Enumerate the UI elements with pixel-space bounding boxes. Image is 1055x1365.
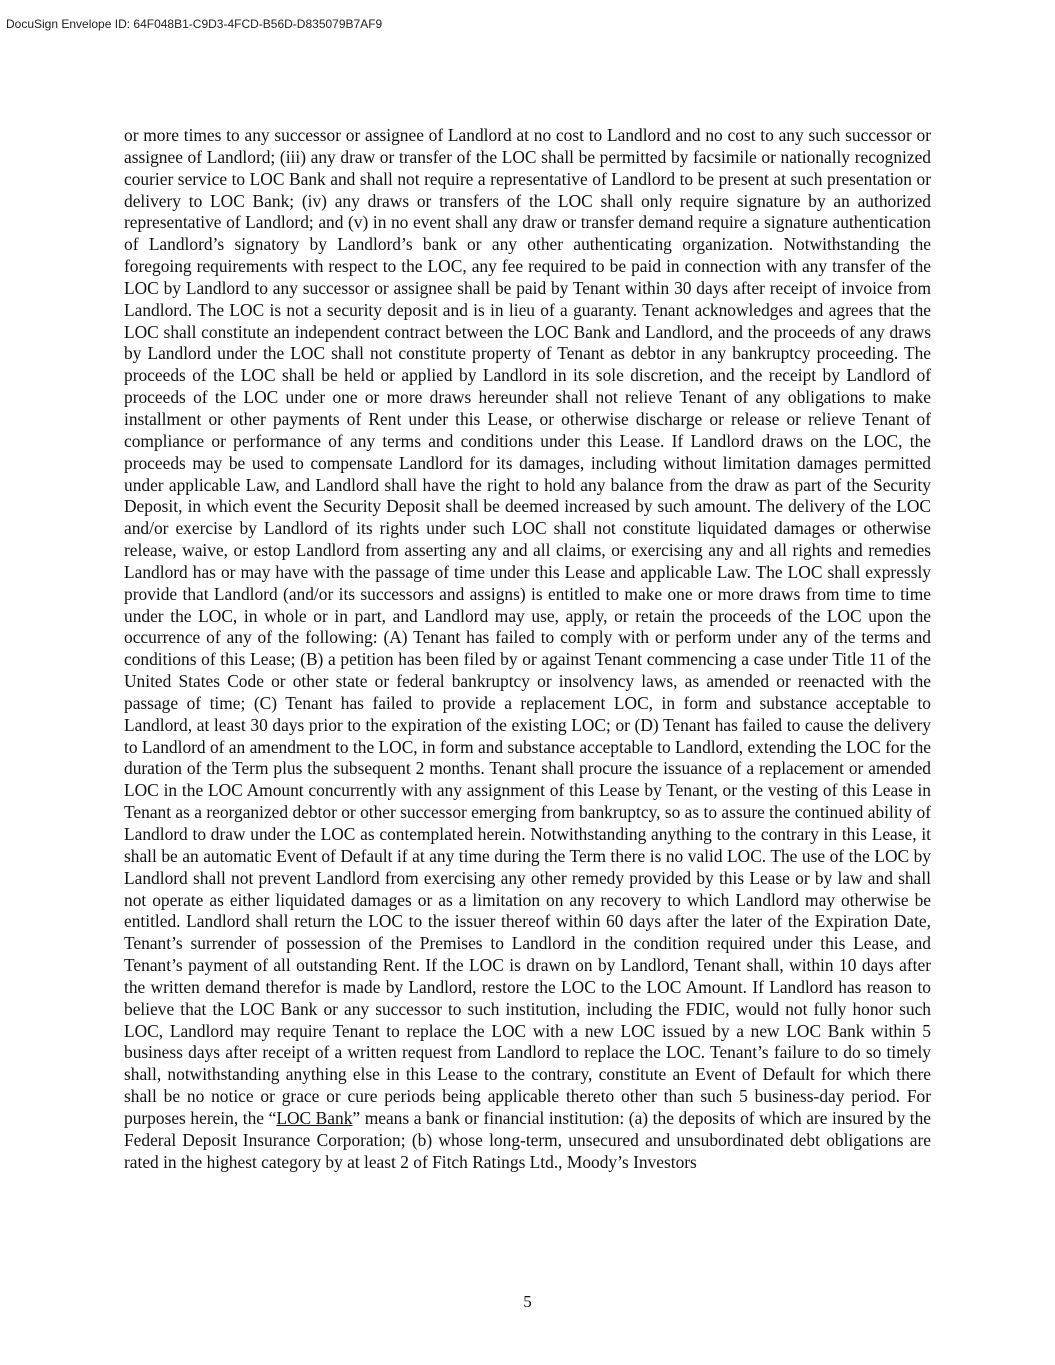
docusign-envelope-id: DocuSign Envelope ID: 64F048B1-C9D3-4FCD-B56D-D835079B7AF9 bbox=[6, 17, 383, 31]
lease-body-paragraph bbox=[124, 125, 931, 1174]
body-text-before-term: or more times to any successor or assignee of Landlord at no cost to Landlord and no cost to any such successor or assignee of Landlord; (iii) any draw or transfer of the LOC shall be permitted by facsimile or nationally recognized courier service to LOC Bank and shall not require a representative of Landlord to be present at such presentation or delivery to LOC Bank; (iv) any draws or transfers of the LOC shall only require signature by an authorized representative of Landlord; and (v) in no event shall any draw or transfer demand require a signature authentication of Landlord’s signatory by Landlord’s bank or any other authenticating organization. Notwithstanding the foregoing requirements with respect to the LOC, any fee required to be paid in connection with any transfer of the LOC by Landlord to any successor or assignee shall be paid by Tenant within 30 days after receipt of invoice from Landlord. The LOC is not a security deposit and is in lieu of a guaranty. Tenant acknowledges and agrees that the LOC shall constitute an independent contract between the LOC Bank and Landlord, and the proceeds of any draws by Landlord under the LOC shall not constitute property of Tenant as debtor in any bankruptcy proceeding. The proceeds of the LOC shall be held or applied by Landlord in its sole discretion, and the receipt by Landlord of proceeds of the LOC under one or more draws hereunder shall not relieve Tenant of any obligations to make installment or other payments of Rent under this Lease, or otherwise discharge or release or relieve Tenant of compliance or performance of any terms and conditions under this Lease. If Landlord draws on the LOC, the proceeds may be used to compensate Landlord for its damages, including without limitation damages permitted under applicable Law, and Landlord shall have the right to hold any balance from the draw as part of the Security Deposit, in which event the Security Deposit shall be deemed increased by such amount. The delivery of the LOC and/or exercise by Landlord of its rights under such LOC shall not constitute liquidated damages or otherwise release, waive, or estop Landlord from asserting any and all claims, or exercising any and all rights and remedies Landlord has or may have with the passage of time under this Lease and applicable Law. The LOC shall expressly provide that Landlord (and/or its successors and assigns) is entitled to make one or more draws from time to time under the LOC, in whole or in part, and Landlord may use, apply, or retain the proceeds of the LOC upon the occurrence of any of the following: (A) Tenant has failed to comply with or perform under any of the terms and conditions of this Lease; (B) a petition has been filed by or against Tenant commencing a case under Title 11 of the United States Code or other state or federal bankruptcy or insolvency laws, as amended or reenacted with the passage of time; (C) Tenant has failed to provide a replacement LOC, in form and substance acceptable to Landlord, at least 30 days prior to the expiration of the existing LOC; or (D) Tenant has failed to cause the delivery to Landlord of an amendment to the LOC, in form and substance acceptable to Landlord, extending the LOC for the duration of the Term plus the subsequent 2 months. Tenant shall procure the issuance of a replacement or amended LOC in the LOC Amount concurrently with any assignment of this Lease by Tenant, or the vesting of this Lease in Tenant as a reorganized debtor or other successor emerging from bankruptcy, so as to assure the continued ability of Landlord to draw under the LOC as contemplated herein. Notwithstanding anything to the contrary in this Lease, it shall be an automatic Event of Default if at any time during the Term there is no valid LOC. The use of the LOC by Landlord shall not prevent Landlord from exercising any other remedy provided by this Lease or by law and shall not operate as either liquidated damages or as a limitation on any recovery to which Landlord may otherwise be entitled. Landlord shall return the LOC to the issuer thereof within 60 days after the later of the Expiration Date, Tenant’s surrender of possession of the Premises to Landlord in the condition required under this Lease, and Tenant’s payment of all outstanding Rent. If the LOC is drawn on by Landlord, Tenant shall, within 10 days after the written demand therefor is made by Landlord, restore the LOC to the LOC Amount. If Landlord has reason to believe that the LOC Bank or any successor to such institution, including the FDIC, would not fully honor such LOC, Landlord may require Tenant to replace the LOC with a new LOC issued by a new LOC Bank within 5 business days after receipt of a written request from Landlord to replace the LOC. Tenant’s failure to do so timely shall, notwithstanding anything else in this Lease to the contrary, constitute an Event of Default for which there shall be no notice or grace or cure periods being applicable thereto other than such 5 business-day period. For purposes herein, the “ bbox=[124, 125, 931, 1128]
page-number: 5 bbox=[523, 1292, 532, 1311]
body-text-after-term: ” means a bank or financial institution: (a) the deposits of which are insured by the Federal Deposit Insurance Corporation; (b) whose long-term, unsecured and unsubordinated debt obligations are rated in the highest category by at least 2 of Fitch Ratings Ltd., Moody’s Investors bbox=[124, 1107, 931, 1172]
defined-term-loc-bank: LOC Bank bbox=[276, 1107, 353, 1128]
